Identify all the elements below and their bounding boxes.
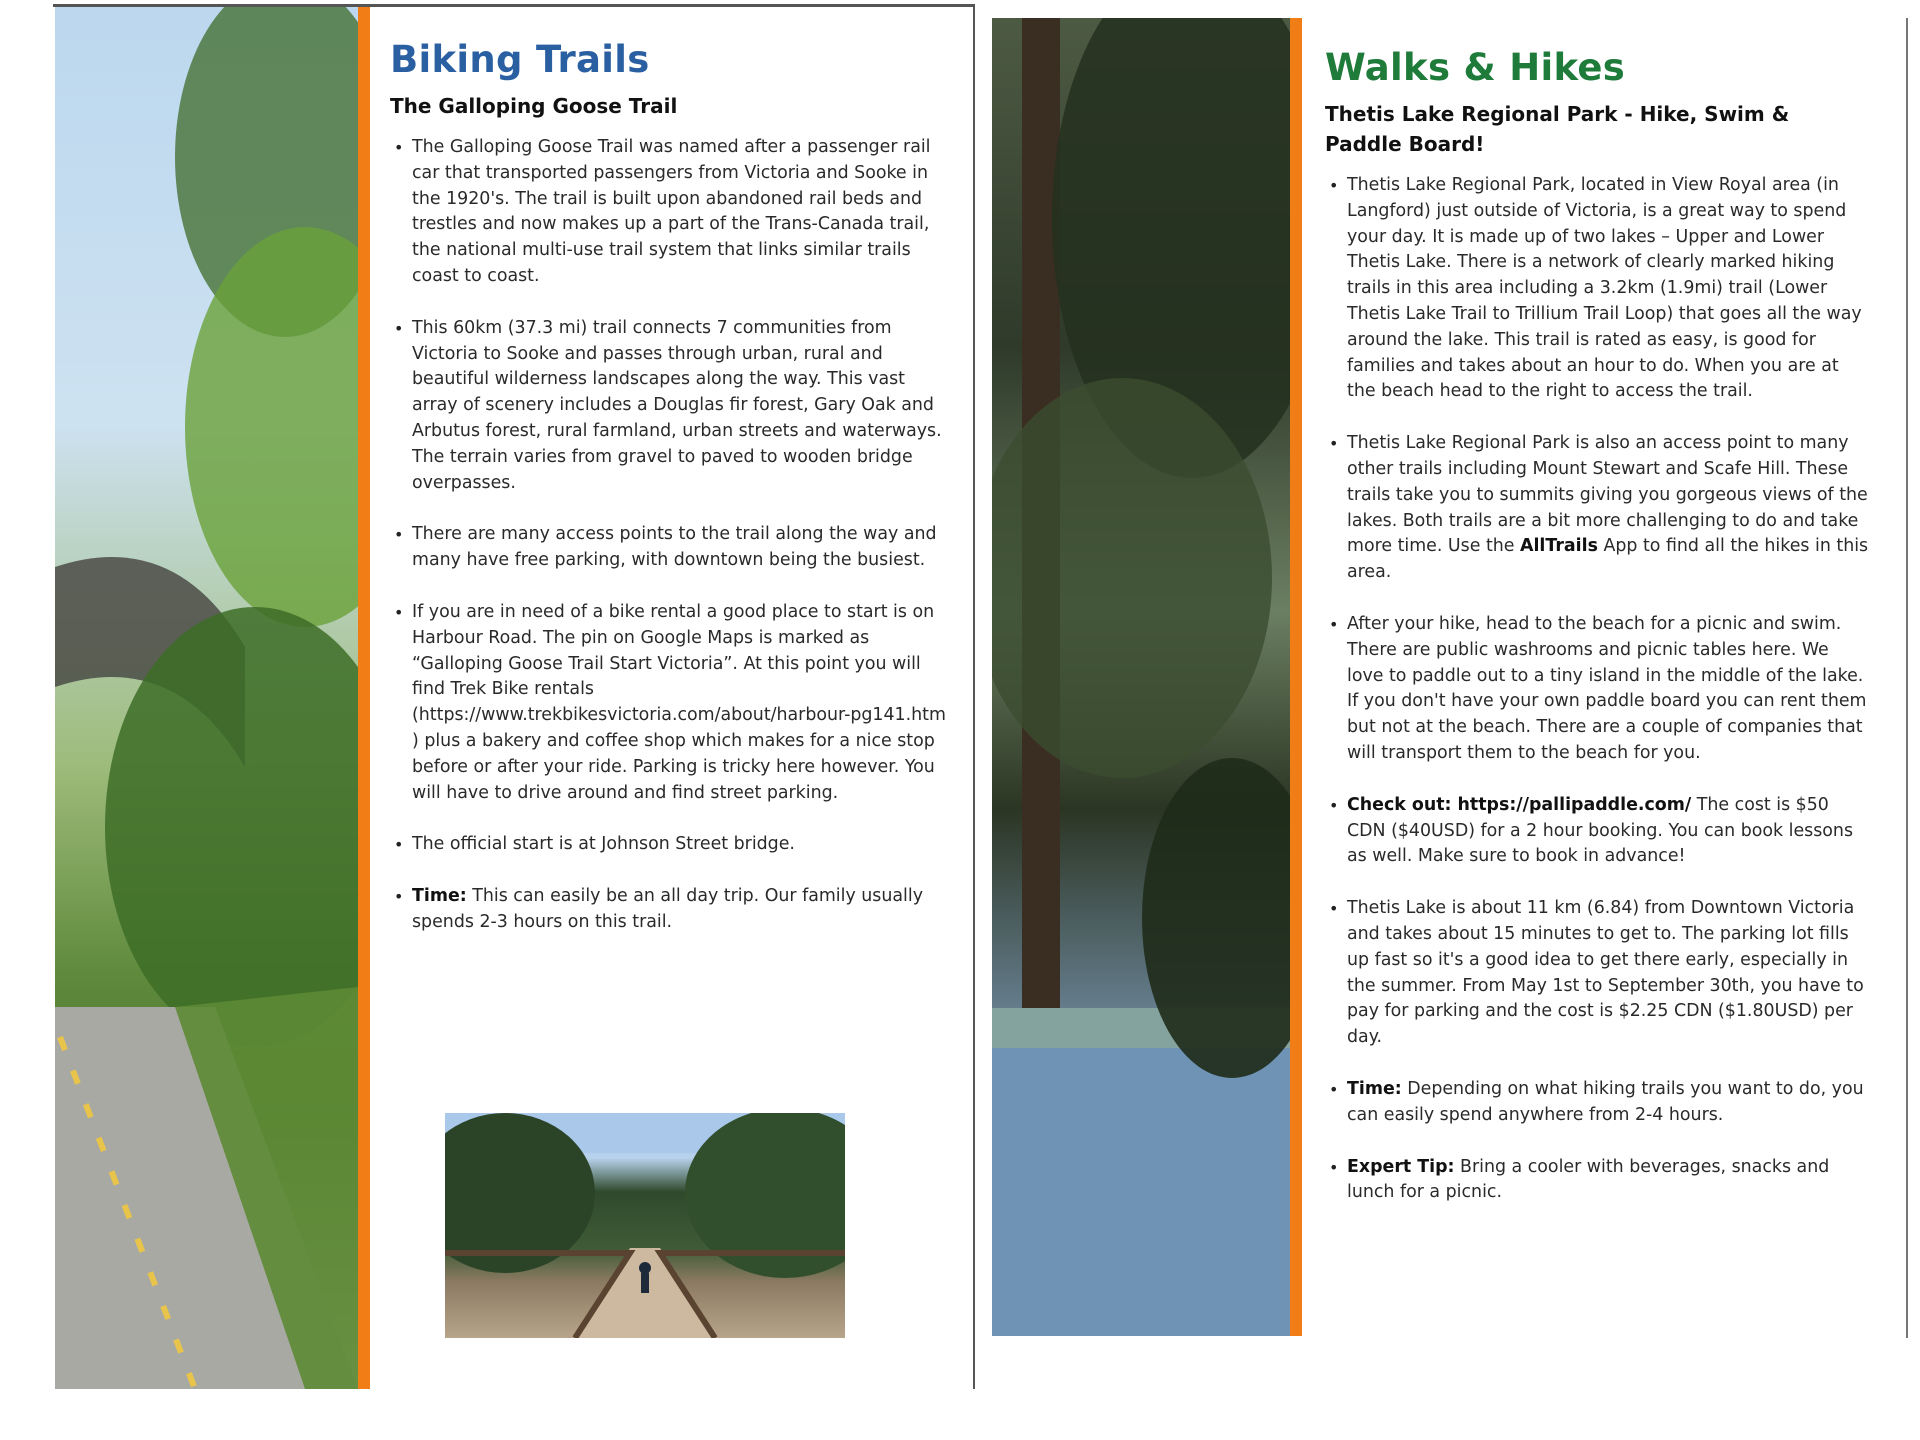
trail-path-illustration	[55, 7, 358, 1389]
section-title-biking: Biking Trails	[390, 38, 650, 81]
list-item: • The official start is at Johnson Street bridge.	[390, 832, 950, 858]
hikes-bullet-list	[1325, 173, 1870, 1206]
list-item: • After your hike, head to the beach for a picnic and swim. There are public washrooms and picnic tables here. We love to paddle out to a tiny island in the middle of the lake. If you don't have your own paddle board you can rent them but not at the beach. There are a couple of companies that will transport them to the beach for you.	[1325, 612, 1870, 767]
biking-bullet-list	[390, 135, 950, 936]
list-item: • Time: Depending on what hiking trails you want to do, you can easily spend anywhere from 2-4 hours.	[1325, 1077, 1870, 1129]
section-subtitle-thetis-lake: Thetis Lake Regional Park - Hike, Swim & Paddle Board!	[1325, 102, 1790, 156]
list-item: • Thetis Lake Regional Park, located in View Royal area (in Langford) just outside of Victoria, is a great way to spend your day. It is made up of two lakes – Upper and Lower Thetis Lake. There is a network of clearly marked hiking trails in this area including a 3.2km (1.9mi) trail (Lower Thetis Lake Trail to Trillium Trail Loop) that goes all the way around the lake. This trail is rated as easy, is good for families and takes about an hour to do. When you are at the beach head to the right to access the trail.	[1325, 173, 1870, 405]
right-accent-bar	[1290, 18, 1302, 1336]
list-item: • Thetis Lake is about 11 km (6.84) from Downtown Victoria and takes about 15 minutes to get to. The parking lot fills up fast so it's a good idea to get there early, especially in the summer. From May 1st to September 30th, you have to pay for parking and the cost is $2.25 CDN ($1.80USD) per day.	[1325, 896, 1870, 1051]
list-item: • This 60km (37.3 mi) trail connects 7 communities from Victoria to Sooke and passes through urban, rural and beautiful wilderness landscapes along the way. This vast array of scenery includes a Douglas fir forest, Gary Oak and Arbutus forest, rural farmland, urban streets and waterways. The terrain varies from gravel to paved to wooden bridge overpasses.	[390, 316, 950, 497]
biking-trails-column	[390, 38, 950, 962]
boardwalk-bridge-photo	[445, 1113, 845, 1338]
list-item: • If you are in need of a bike rental a good place to start is on Harbour Road. The pin on Google Maps is marked as “Galloping Goose Trail Start Victoria”. At this point you will find Trek Bike rentals (https://www.trekbikesvictoria.com/about/harbour-pg141.htm ) plus a bakery and coffee shop which makes for a nice stop before or after your ride. Parking is tricky here however. You will have to drive around and find street parking.	[390, 600, 950, 806]
boardwalk-illustration	[445, 1113, 845, 1338]
list-item: • Expert Tip: Bring a cooler with beverages, snacks and lunch for a picnic.	[1325, 1155, 1870, 1207]
section-subtitle-galloping-goose: The Galloping Goose Trail	[390, 94, 678, 118]
list-item: • Time: This can easily be an all day trip. Our family usually spends 2-3 hours on this trail.	[390, 884, 950, 936]
walks-hikes-column	[1325, 46, 1870, 1232]
list-item: • The Galloping Goose Trail was named after a passenger rail car that transported passengers from Victoria and Sooke in the 1920's. The trail is built upon abandoned rail beds and trestles and now makes up a part of the Trans-Canada trail, the national multi-use trail system that links similar trails coast to coast.	[390, 135, 950, 290]
lake-forest-illustration	[992, 18, 1290, 1336]
list-item: • Check out: https://pallipaddle.com/ The cost is $50 CDN ($40USD) for a 2 hour booking. You can book lessons as well. Make sure to book in advance!	[1325, 793, 1870, 870]
section-title-walks-hikes: Walks & Hikes	[1325, 46, 1626, 89]
list-item: • Thetis Lake Regional Park is also an access point to many other trails including Mount Stewart and Scafe Hill. These trails take you to summits giving you gorgeous views of the lakes. Both trails are a bit more challenging to do and take more time. Use the AllTrails App to find all the hikes in this area.	[1325, 431, 1870, 586]
left-accent-bar	[358, 7, 370, 1389]
list-item: • There are many access points to the trail along the way and many have free parking, with downtown being the busiest.	[390, 522, 950, 574]
trail-path-photo	[55, 7, 358, 1389]
lake-forest-photo	[992, 18, 1290, 1336]
right-page-rule	[1906, 18, 1908, 1338]
